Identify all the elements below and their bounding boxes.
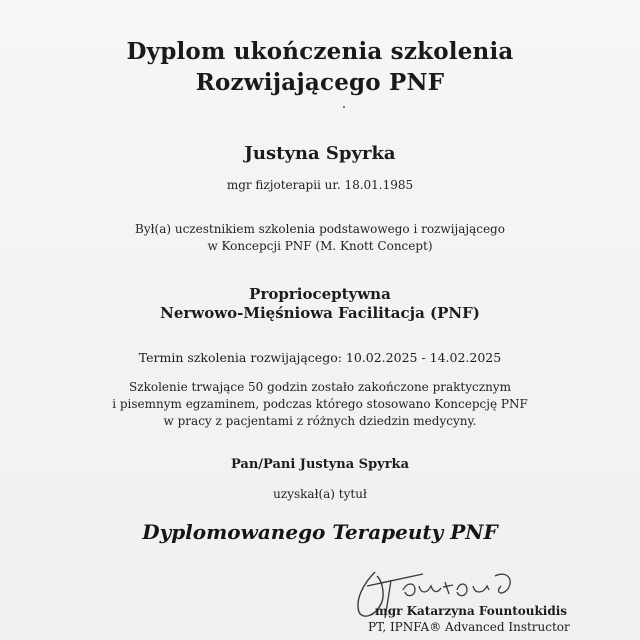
training-term: Termin szkolenia rozwijającego: 10.02.2025 - 14.02.2025 bbox=[138, 350, 502, 365]
certificate-title-line1: Dyplom ukończenia szkolenia bbox=[126, 38, 514, 65]
scan-speck bbox=[343, 106, 345, 108]
signatory-name: mgr Katarzyna Fountoukidis bbox=[375, 604, 568, 618]
method-line2: Nerwowo-Mięśniowa Facilitacja (PNF) bbox=[160, 304, 480, 322]
signatory-role: PT, IPNFA® Advanced Instructor bbox=[368, 620, 570, 634]
obtained-label: uzyskał(a) tytuł bbox=[273, 487, 367, 501]
participation-line2: w Koncepcji PNF (M. Knott Concept) bbox=[207, 239, 433, 253]
participant-details: mgr fizjoterapii ur. 18.01.1985 bbox=[226, 178, 414, 192]
participant-name: Justyna Spyrka bbox=[244, 143, 396, 164]
description-line3: w pracy z pacjentami z różnych dziedzin medycyny. bbox=[163, 414, 477, 428]
description-line1: Szkolenie trwające 50 godzin zostało zakończone praktycznym bbox=[129, 380, 511, 394]
addressee: Pan/Pani Justyna Spyrka bbox=[230, 457, 409, 472]
description-line2: i pisemnym egzaminem, podczas którego stosowano Koncepcję PNF bbox=[112, 397, 528, 411]
degree-title: Dyplomowanego Terapeuty PNF bbox=[142, 520, 498, 544]
method-line1: Proprioceptywna bbox=[249, 285, 391, 303]
participation-line1: Był(a) uczestnikiem szkolenia podstawowego i rozwijającego bbox=[135, 222, 505, 236]
certificate-title-line2: Rozwijającego PNF bbox=[195, 69, 445, 96]
